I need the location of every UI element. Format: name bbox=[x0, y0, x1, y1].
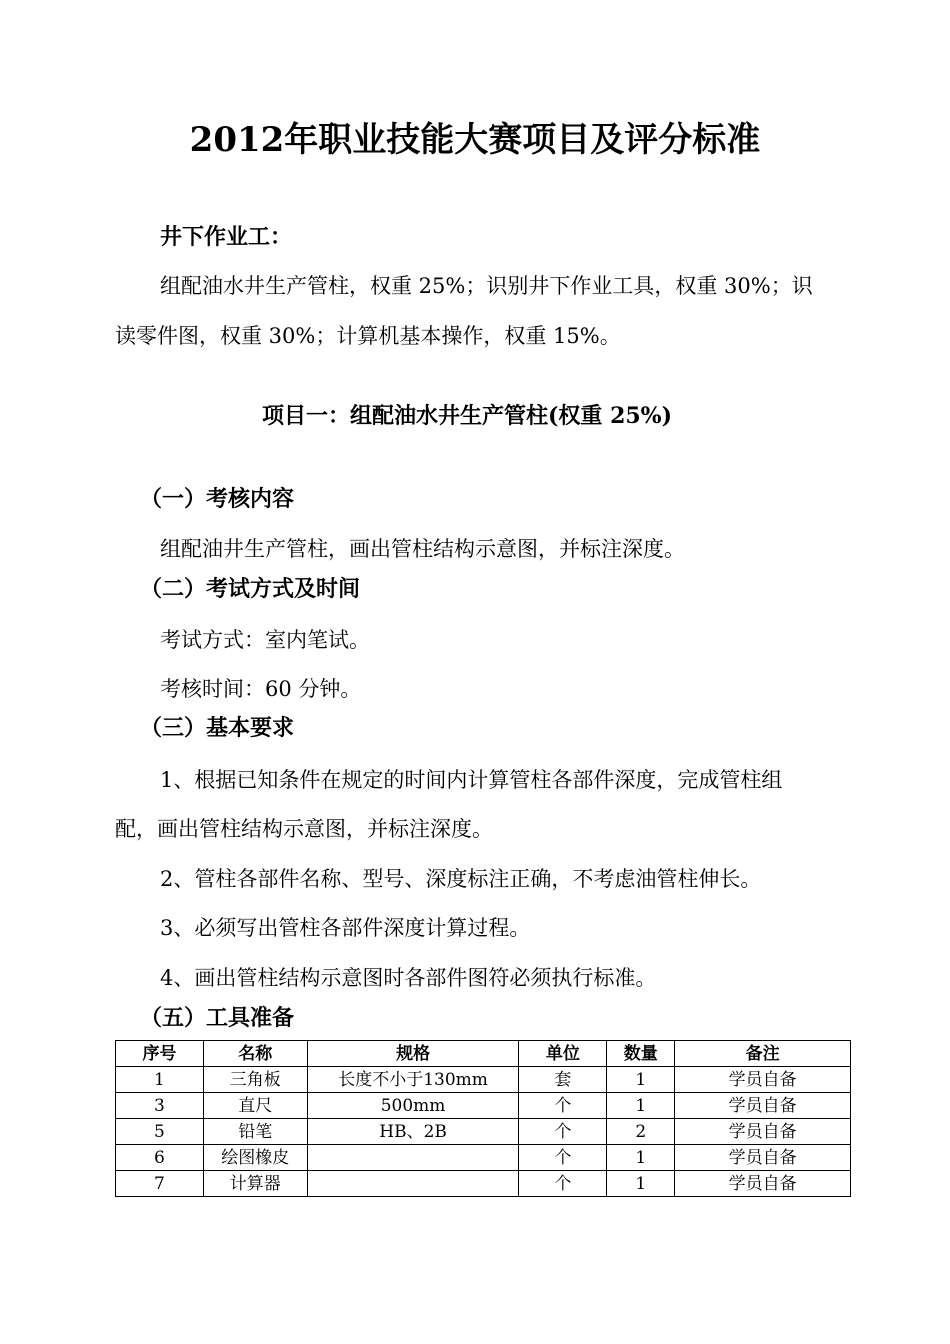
intro-line-1: 组配油水井生产管柱，权重 25%；识别井下作业工具，权重 30%；识 bbox=[160, 274, 813, 298]
cell-index: 7 bbox=[116, 1171, 204, 1197]
cell-quantity: 2 bbox=[607, 1119, 675, 1145]
header-spec: 规格 bbox=[307, 1041, 519, 1067]
header-remark: 备注 bbox=[675, 1041, 851, 1067]
cell-unit: 个 bbox=[519, 1119, 607, 1145]
intro-heading: 井下作业工： bbox=[160, 224, 293, 250]
cell-spec: 500mm bbox=[307, 1093, 519, 1119]
table-header-row bbox=[116, 1041, 851, 1067]
section-1-text: 组配油井生产管柱，画出管柱结构示意图，并标注深度。 bbox=[160, 537, 685, 561]
section-2-text-2: 考核时间：60 分钟。 bbox=[160, 677, 362, 701]
cell-index: 6 bbox=[116, 1145, 204, 1171]
header-name: 名称 bbox=[203, 1041, 307, 1067]
table-row bbox=[116, 1093, 851, 1119]
cell-unit: 套 bbox=[519, 1067, 607, 1093]
section-5-heading: （五）工具准备 bbox=[140, 1005, 295, 1031]
table-row bbox=[116, 1145, 851, 1171]
cell-remark: 学员自备 bbox=[675, 1145, 851, 1171]
requirement-3: 3、必须写出管柱各部件深度计算过程。 bbox=[160, 916, 531, 940]
cell-name: 铅笔 bbox=[203, 1119, 307, 1145]
cell-remark: 学员自备 bbox=[675, 1119, 851, 1145]
table-row bbox=[116, 1067, 851, 1093]
requirement-2: 2、管柱各部件名称、型号、深度标注正确，不考虑油管柱伸长。 bbox=[160, 867, 762, 891]
cell-name: 计算器 bbox=[203, 1171, 307, 1197]
table-row bbox=[116, 1171, 851, 1197]
cell-name: 三角板 bbox=[203, 1067, 307, 1093]
header-unit: 单位 bbox=[519, 1041, 607, 1067]
cell-index: 5 bbox=[116, 1119, 204, 1145]
project-heading: 项目一：组配油水井生产管柱(权重 25%) bbox=[262, 403, 672, 429]
section-2-text-1: 考试方式：室内笔试。 bbox=[160, 628, 370, 652]
cell-unit: 个 bbox=[519, 1145, 607, 1171]
cell-name: 直尺 bbox=[203, 1093, 307, 1119]
cell-spec bbox=[307, 1145, 519, 1171]
cell-index: 1 bbox=[116, 1067, 204, 1093]
section-1-heading: （一）考核内容 bbox=[140, 486, 295, 512]
cell-quantity: 1 bbox=[607, 1093, 675, 1119]
cell-remark: 学员自备 bbox=[675, 1171, 851, 1197]
cell-quantity: 1 bbox=[607, 1171, 675, 1197]
requirement-1-line-1: 1、根据已知条件在规定的时间内计算管柱各部件深度，完成管柱组 bbox=[160, 768, 783, 792]
cell-name: 绘图橡皮 bbox=[203, 1145, 307, 1171]
cell-spec bbox=[307, 1171, 519, 1197]
tools-table bbox=[115, 1040, 851, 1197]
cell-index: 3 bbox=[116, 1093, 204, 1119]
intro-line-2: 读零件图，权重 30%；计算机基本操作，权重 15%。 bbox=[115, 324, 621, 348]
cell-remark: 学员自备 bbox=[675, 1067, 851, 1093]
cell-quantity: 1 bbox=[607, 1067, 675, 1093]
cell-unit: 个 bbox=[519, 1093, 607, 1119]
cell-remark: 学员自备 bbox=[675, 1093, 851, 1119]
cell-spec: 长度不小于130mm bbox=[307, 1067, 519, 1093]
header-quantity: 数量 bbox=[607, 1041, 675, 1067]
requirement-1-line-2: 配，画出管柱结构示意图，并标注深度。 bbox=[115, 817, 493, 841]
requirement-4: 4、画出管柱结构示意图时各部件图符必须执行标准。 bbox=[160, 966, 657, 990]
cell-unit: 个 bbox=[519, 1171, 607, 1197]
cell-quantity: 1 bbox=[607, 1145, 675, 1171]
table-row bbox=[116, 1119, 851, 1145]
section-2-heading: （二）考试方式及时间 bbox=[140, 576, 361, 602]
section-3-heading: （三）基本要求 bbox=[140, 715, 295, 741]
cell-spec: HB、2B bbox=[307, 1119, 519, 1145]
header-index: 序号 bbox=[116, 1041, 204, 1067]
document-title: 2012年职业技能大赛项目及评分标准 bbox=[189, 120, 761, 160]
